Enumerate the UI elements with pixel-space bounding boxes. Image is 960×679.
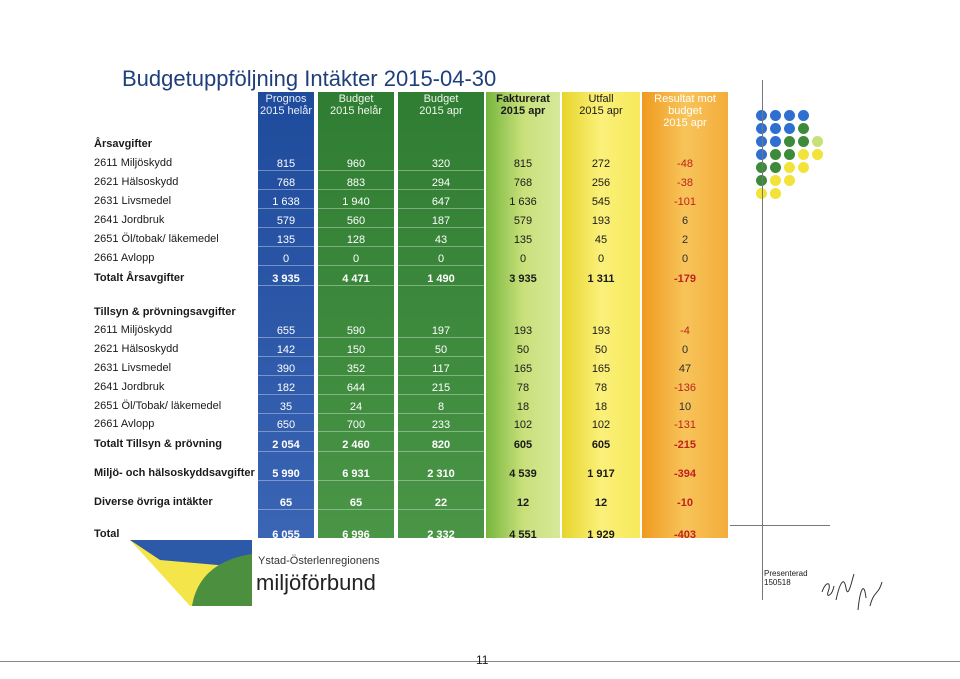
header-budget-apr: Budget 2015 apr — [419, 93, 463, 117]
table-cell: 1 490 — [398, 272, 484, 286]
table-cell: -38 — [677, 177, 693, 189]
row-label: 2631 Livsmedel — [94, 195, 172, 207]
table-cell: 579 — [258, 214, 314, 228]
page-number: 11 — [476, 653, 489, 667]
org-name-large: miljöförbund — [256, 570, 376, 595]
table-cell: 12 — [594, 497, 608, 509]
table-cell: 605 — [591, 439, 611, 451]
table-cell: 78 — [516, 382, 530, 394]
table-cell: 0 — [398, 252, 484, 266]
table-cell: 233 — [398, 418, 484, 432]
table-cell: -179 — [673, 273, 697, 285]
table-cell: 102 — [513, 419, 533, 431]
table-cell: 150 — [318, 343, 394, 357]
table-cell: 65 — [258, 496, 314, 510]
table-cell: -403 — [673, 529, 697, 541]
table-cell: 2 310 — [398, 467, 484, 481]
table-cell: 1 311 — [587, 273, 615, 285]
dot-icon — [770, 188, 781, 199]
table-cell: -394 — [673, 468, 697, 480]
table-cell: 655 — [258, 324, 314, 338]
row-label: 2651 Öl/Tobak/ läkemedel — [94, 400, 222, 412]
row-label: 2621 Hälsoskydd — [94, 343, 179, 355]
org-logo-icon — [130, 540, 252, 606]
dot-icon — [784, 175, 795, 186]
table-cell: 1 917 — [587, 468, 615, 480]
total-label: Diverse övriga intäkter — [94, 496, 213, 508]
table-cell: 352 — [318, 362, 394, 376]
dot-icon — [812, 149, 823, 160]
table-cell: 6 931 — [318, 467, 394, 481]
table-cell: 197 — [398, 324, 484, 338]
section-heading: Tillsyn & prövningsavgifter — [94, 306, 236, 318]
table-cell: -101 — [673, 196, 697, 208]
table-cell: 50 — [516, 344, 530, 356]
margin-line — [762, 80, 763, 600]
dot-icon — [784, 162, 795, 173]
total-label: Total — [94, 528, 120, 540]
table-cell: 165 — [513, 363, 533, 375]
presented-stamp: Presenterad 150518 — [764, 569, 808, 587]
dot-icon — [770, 110, 781, 121]
table-cell: 65 — [318, 496, 394, 510]
table-cell: 883 — [318, 176, 394, 190]
table-cell: 0 — [681, 253, 689, 265]
row-label: 2661 Avlopp — [94, 418, 155, 430]
table-cell: 960 — [318, 157, 394, 171]
table-cell: 768 — [258, 176, 314, 190]
dot-icon — [798, 123, 809, 134]
table-cell: 35 — [258, 400, 314, 414]
table-cell: 650 — [258, 418, 314, 432]
table-cell: 142 — [258, 343, 314, 357]
table-cell: 647 — [398, 195, 484, 209]
header-budget-year: Budget 2015 helår — [330, 93, 382, 117]
section-heading: Årsavgifter — [94, 138, 153, 150]
row-label: 2641 Jordbruk — [94, 214, 165, 226]
table-cell: 4 471 — [318, 272, 394, 286]
table-cell: 182 — [258, 381, 314, 395]
table-cell: 24 — [318, 400, 394, 414]
table-cell: 18 — [594, 401, 608, 413]
table-cell: 3 935 — [258, 272, 314, 286]
dot-icon — [770, 175, 781, 186]
table-cell: 18 — [516, 401, 530, 413]
dot-icon — [798, 162, 809, 173]
table-cell: 4 551 — [509, 529, 537, 541]
table-cell: 590 — [318, 324, 394, 338]
table-cell: 193 — [591, 215, 611, 227]
table-cell: 1 638 — [258, 195, 314, 209]
dot-icon — [770, 162, 781, 173]
table-cell: 294 — [398, 176, 484, 190]
table-cell: 1 940 — [318, 195, 394, 209]
table-cell: 0 — [318, 252, 394, 266]
table-cell: 390 — [258, 362, 314, 376]
table-cell: 4 539 — [509, 468, 537, 480]
table-cell: 50 — [398, 343, 484, 357]
header-utfall: Utfall 2015 apr — [579, 93, 623, 117]
row-label: 2611 Miljöskydd — [94, 324, 173, 336]
row-label: 2621 Hälsoskydd — [94, 176, 179, 188]
table-cell: 0 — [258, 252, 314, 266]
table-cell: 22 — [398, 496, 484, 510]
table-cell: 12 — [516, 497, 530, 509]
table-cell: 700 — [318, 418, 394, 432]
table-cell: 102 — [591, 419, 611, 431]
table-cell: -4 — [680, 325, 690, 337]
signature-icon — [818, 570, 888, 620]
total-rule — [730, 525, 830, 526]
table-cell: 8 — [398, 400, 484, 414]
row-label: 2631 Livsmedel — [94, 362, 172, 374]
dot-icon — [784, 136, 795, 147]
table-cell: 50 — [594, 344, 608, 356]
dot-icon — [798, 149, 809, 160]
table-cell: 6 996 — [318, 528, 394, 542]
header-resultat: Resultat mot budget 2015 apr — [654, 93, 716, 129]
total-label: Totalt Årsavgifter — [94, 272, 185, 284]
table-cell: 187 — [398, 214, 484, 228]
dot-icon — [784, 149, 795, 160]
page-title: Budgetuppföljning Intäkter 2015-04-30 — [122, 66, 497, 91]
table-cell: 6 055 — [258, 528, 314, 542]
dot-icon — [798, 110, 809, 121]
table-cell: 165 — [591, 363, 611, 375]
table-cell: 320 — [398, 157, 484, 171]
table-cell: 256 — [591, 177, 611, 189]
table-cell: 272 — [591, 158, 611, 170]
dot-icon — [770, 149, 781, 160]
row-label: 2611 Miljöskydd — [94, 157, 173, 169]
table-cell: 1 929 — [587, 529, 615, 541]
row-label: 2661 Avlopp — [94, 252, 155, 264]
table-cell: 0 — [597, 253, 605, 265]
table-cell: -48 — [677, 158, 693, 170]
table-cell: 545 — [591, 196, 611, 208]
table-cell: 128 — [318, 233, 394, 247]
dot-icon — [812, 136, 823, 147]
table-cell: 117 — [398, 362, 484, 376]
total-label: Miljö- och hälsoskyddsavgifter — [94, 467, 255, 479]
table-cell: 135 — [513, 234, 533, 246]
table-cell: 135 — [258, 233, 314, 247]
table-cell: 6 — [681, 215, 689, 227]
table-cell: 47 — [678, 363, 692, 375]
table-cell: 815 — [258, 157, 314, 171]
table-cell: 2 054 — [258, 438, 314, 452]
table-cell: 2 460 — [318, 438, 394, 452]
table-cell: 193 — [591, 325, 611, 337]
table-cell: 5 990 — [258, 467, 314, 481]
table-cell: 78 — [594, 382, 608, 394]
dot-icon — [770, 136, 781, 147]
table-cell: 605 — [513, 439, 533, 451]
table-cell: 215 — [398, 381, 484, 395]
header-prognos: Prognos 2015 helår — [260, 93, 312, 117]
table-cell: 820 — [398, 438, 484, 452]
table-cell: -136 — [673, 382, 697, 394]
dot-icon — [784, 110, 795, 121]
row-label: 2651 Öl/tobak/ läkemedel — [94, 233, 219, 245]
table-cell: 0 — [681, 344, 689, 356]
table-cell: 43 — [398, 233, 484, 247]
org-name-small: Ystad-Österlenregionens — [258, 555, 380, 567]
table-cell: -131 — [673, 419, 697, 431]
table-cell: -10 — [677, 497, 693, 509]
table-cell: 768 — [513, 177, 533, 189]
row-label: 2641 Jordbruk — [94, 381, 165, 393]
dot-icon — [770, 123, 781, 134]
table-cell: 579 — [513, 215, 533, 227]
table-cell: 10 — [678, 401, 692, 413]
table-cell: 2 332 — [398, 528, 484, 542]
table-cell: 1 636 — [509, 196, 537, 208]
table-cell: -215 — [673, 439, 697, 451]
table-cell: 644 — [318, 381, 394, 395]
table-cell: 45 — [594, 234, 608, 246]
table-cell: 2 — [681, 234, 689, 246]
header-fakturerat: Fakturerat 2015 apr — [496, 93, 550, 117]
table-cell: 3 935 — [509, 273, 537, 285]
table-cell: 560 — [318, 214, 394, 228]
table-cell: 0 — [519, 253, 527, 265]
dot-icon — [798, 136, 809, 147]
total-label: Totalt Tillsyn & prövning — [94, 438, 222, 450]
table-cell: 193 — [513, 325, 533, 337]
dot-icon — [784, 123, 795, 134]
table-cell: 815 — [513, 158, 533, 170]
